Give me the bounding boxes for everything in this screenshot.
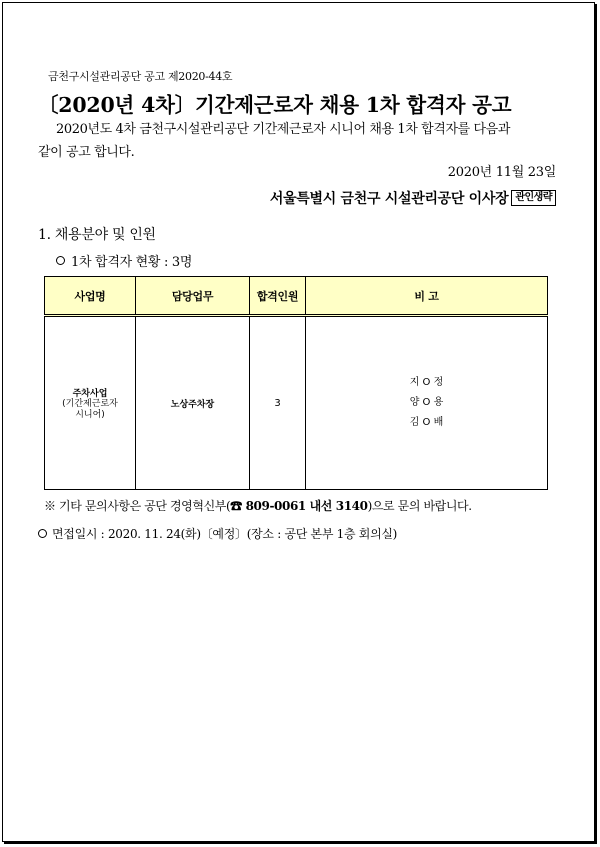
remark-name-3: 김 O 배	[409, 417, 444, 428]
header-duty: 담당업무	[136, 277, 250, 316]
circle-bullet-icon	[38, 529, 47, 538]
footnote-suffix: )으로 문의 바랍니다.	[367, 499, 472, 513]
footnote-prefix: ※ 기타 문의사항은 공단 경영혁신부(	[44, 499, 231, 513]
footnote-phone: ☎ 809-0061 내선 3140	[230, 499, 368, 513]
section-heading-recruitment: 1. 채용분야 및 인원	[38, 227, 156, 243]
header-business: 사업명	[45, 277, 136, 316]
official-seal: 관인생략	[511, 190, 556, 206]
notice-number: 금천구시설관리공단 공고 제2020-44호	[48, 70, 233, 83]
business-sub-1: (기간제근로자	[62, 398, 118, 409]
interview-text: 면접일시 : 2020. 11. 24(화)〔예정〕(장소 : 공단 본부 1층 회의실)	[52, 527, 398, 541]
footnote	[44, 497, 472, 514]
results-table	[44, 276, 548, 490]
intro-line-2: 같이 공고 합니다.	[38, 145, 135, 160]
circle-bullet-icon	[56, 256, 65, 265]
duty-text: 노상주차장	[170, 399, 215, 410]
issuer-name: 서울특별시 금천구 시설관리공단 이사장	[269, 191, 509, 207]
remark-name-2: 양 O 용	[409, 397, 444, 408]
cell-business	[45, 316, 136, 490]
cell-duty	[136, 316, 250, 490]
header-count: 합격인원	[250, 277, 306, 316]
subheading-text: 1차 합격자 현황 : 3명	[71, 255, 193, 270]
interview-info	[38, 525, 397, 542]
business-name: 주차사업	[72, 388, 108, 399]
cell-count	[250, 316, 306, 490]
cell-remarks	[306, 316, 548, 490]
subheading-pass-status	[56, 251, 192, 270]
announcement-date: 2020년 11월 23일	[447, 165, 556, 180]
business-sub-2: 시니어)	[75, 409, 105, 420]
remarks-list	[306, 373, 547, 433]
count-text: 3	[274, 397, 281, 409]
remark-name-1: 지 O 정	[409, 377, 444, 388]
header-remarks: 비 고	[306, 277, 548, 316]
table-row	[45, 316, 548, 490]
issuer	[270, 188, 556, 208]
intro-line-1: 2020년도 4차 금천구시설관리공단 기간제근로자 시니어 채용 1차 합격자를 다음과	[56, 122, 510, 137]
document-title: 〔2020년 4차〕기간제근로자 채용 1차 합격자 공고	[38, 93, 512, 117]
table-header-row	[45, 277, 548, 316]
